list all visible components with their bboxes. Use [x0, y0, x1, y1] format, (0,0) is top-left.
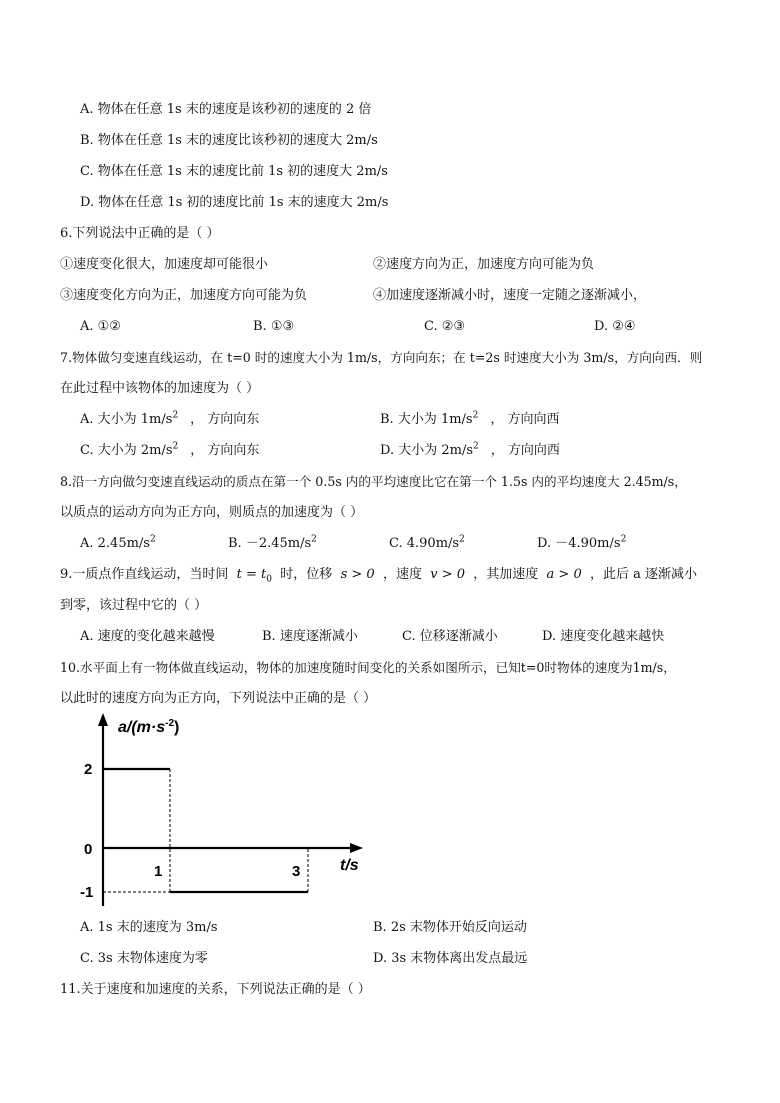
xlabel: t/s	[340, 857, 359, 874]
q10-stem-line1: 10.水平面上有一物体做直线运动，物体的加速度随时间变化的关系如图所示，已知t=0时物体的速度为1m/s，	[60, 660, 676, 675]
q9-option-a: A. 速度的变化越来越慢	[80, 629, 215, 644]
q7-option-b: B. 大小为 $1m/s^2$ ， 方向向西	[380, 410, 560, 427]
q5-option-d: D. 物体在任意 1s 初的速度比前 1s 末的速度大 2m/s	[80, 195, 389, 210]
acceleration-time-graph	[70, 708, 390, 913]
q7-option-a: A. 大小为 $1m/s^2$ ， 方向向东	[80, 410, 260, 427]
tick-label-1: 1	[154, 863, 163, 880]
q7-stem-line2: 在此过程中该物体的加速度为（ ）	[60, 381, 260, 396]
q6-statement-1: ①速度变化很大，加速度却可能很小	[60, 257, 269, 272]
x-axis-arrow	[350, 843, 363, 853]
q11-stem: 11.关于速度和加速度的关系，下列说法正确的是（ ）	[60, 982, 371, 997]
q7-option-d: D. 大小为 $2m/s^2$ ， 方向向西	[380, 441, 560, 458]
q6-statement-3: ③速度变化方向为正，加速度方向可能为负	[60, 288, 308, 303]
q6-option-a: A. ①②	[80, 319, 121, 334]
q6-option-b: B. ①③	[253, 319, 295, 334]
q9-option-d: D. 速度变化越来越快	[542, 629, 665, 644]
q10-option-b: B. 2s 末物体开始反向运动	[373, 920, 527, 935]
q9-stem-line1: 9.一质点作直线运动，当时间 $t = t_0$ 时，位移 s > 0 ，速度 v > 0 ，其加速度 a > 0 ，此后 a 逐渐减小	[60, 567, 698, 585]
q8-option-d: D. $-4.90m/s^2$	[537, 534, 627, 551]
q8-stem-line2: 以质点的运动方向为正方向，则质点的加速度为（ ）	[60, 505, 364, 520]
q6-statement-4: ④加速度逐渐减小时，速度一定随之逐渐减小，	[373, 288, 647, 303]
q10-option-d: D. 3s 末物体离出发点最远	[373, 951, 528, 966]
q8-option-a: A. $2.45m/s^2$	[80, 534, 156, 551]
ylabel: $a/(m\cdot s^{-2})$	[118, 718, 180, 736]
q6-statement-2: ②速度方向为正，加速度方向可能为负	[373, 257, 595, 272]
tick-label-2: 2	[84, 761, 93, 778]
q10-option-c: C. 3s 末物体速度为零	[80, 951, 208, 966]
y-axis-arrow	[98, 713, 108, 726]
q10-option-a: A. 1s 末的速度为 3m/s	[80, 920, 218, 935]
tick-label-3: 3	[292, 863, 301, 880]
q9-option-b: B. 速度逐渐减小	[262, 629, 358, 644]
q9-option-c: C. 位移逐渐减小	[402, 629, 498, 644]
q5-option-b: B. 物体在任意 1s 末的速度比该秒初的速度大 2m/s	[80, 133, 378, 148]
q6-stem: 6.下列说法中正确的是（ ）	[60, 226, 220, 241]
q6-option-d: D. ②④	[594, 319, 636, 334]
q8-stem-line1: 8.沿一方向做匀变速直线运动的质点在第一个 0.5s 内的平均速度比它在第一个 1.5s 内的平均速度大 2.45m/s，	[60, 474, 687, 489]
q8-option-c: C. $4.90m/s^2$	[389, 534, 465, 551]
q6-option-c: C. ②③	[424, 319, 466, 334]
q10-stem-line2: 以此时的速度方向为正方向，下列说法中正确的是（ ）	[60, 691, 377, 706]
q7-option-c: C. 大小为 $2m/s^2$ ， 方向向东	[80, 441, 260, 458]
q7-stem-line1: 7.物体做匀变速直线运动，在 t=0 时的速度大小为 1m/s，方向向东；在 t=2s 时速度大小为 3m/s，方向向西．则	[60, 350, 703, 365]
q8-option-b: B. $-2.45m/s^2$	[228, 534, 317, 551]
q9-stem-line2: 到零，该过程中它的（ ）	[60, 598, 208, 613]
tick-label-minus1: -1	[80, 884, 94, 901]
q5-option-a: A. 物体在任意 1s 末的速度是该秒初的速度的 2 倍	[80, 102, 372, 117]
q5-option-c: C. 物体在任意 1s 末的速度比前 1s 初的速度大 2m/s	[80, 164, 388, 179]
tick-label-0: 0	[84, 841, 93, 858]
